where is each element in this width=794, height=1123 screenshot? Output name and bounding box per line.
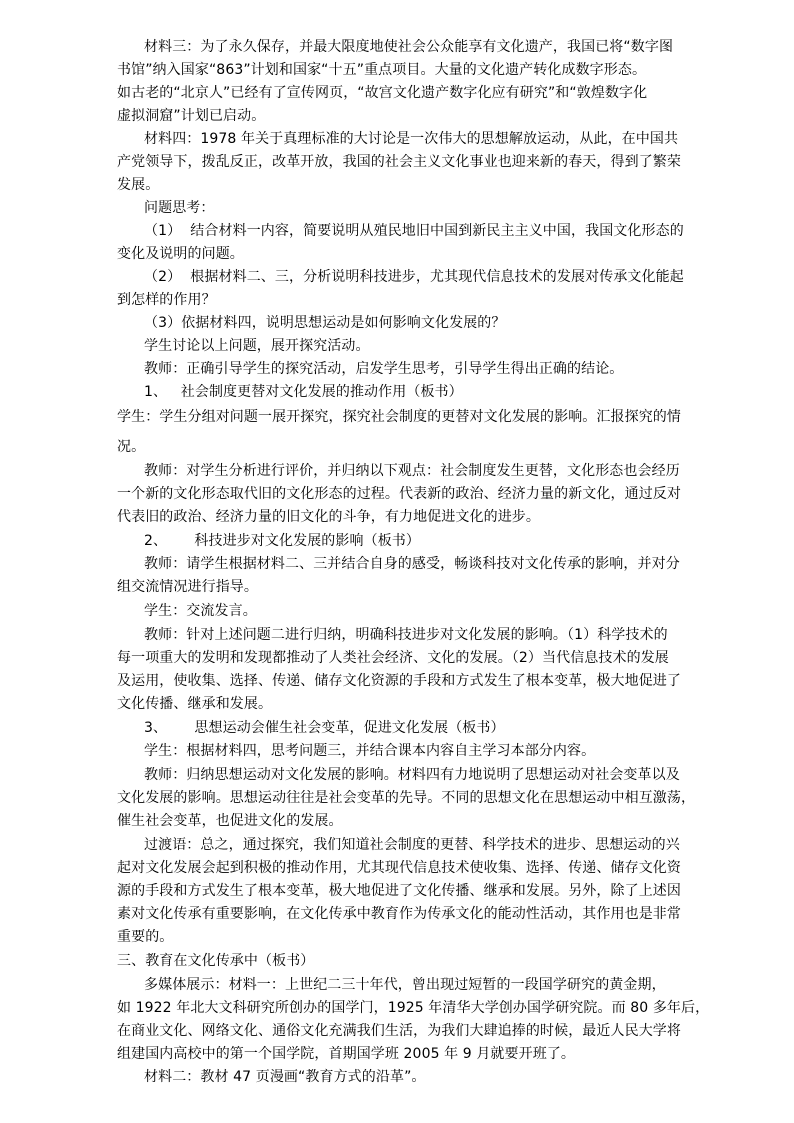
- text-line: 三、教育在文化传承中（板书）: [117, 953, 315, 969]
- text-line: 素对文化传承有重要影响，在文化传承中教育作为传承文化的能动性活动，其作用也是非常: [117, 906, 681, 922]
- text-line: 在商业文化、网络文化、通俗文化充满我们生活，为我们大肆追捧的时候，最近人民大学将: [117, 1023, 681, 1039]
- text-line: 组建国内高校中的第一个国学院，首期国学班 2005 年 9 月就要开班了。: [117, 1046, 576, 1062]
- text-line: 产党领导下，拨乱反正，改革开放，我国的社会主义文化事业也迎来新的春天，得到了繁荣: [117, 154, 681, 170]
- text-line: 一个新的文化形态取代旧的文化形态的过程。代表新的政治、经济力量的新文化，通过反对: [117, 486, 681, 502]
- text-line: 3、 思想运动会催生社会变革，促进文化发展（板书）: [144, 720, 505, 736]
- text-line: 教师：归纳思想运动对文化发展的影响。材料四有力地说明了思想运动对社会变革以及: [144, 767, 680, 783]
- text-line: 学生：交流发言。: [144, 603, 257, 619]
- text-line: 源的手段和方式发生了根本变革，极大地促进了文化传播、继承和发展。另外，除了上述因: [117, 883, 681, 899]
- text-line: 1、 社会制度更替对文化发展的推动作用（板书）: [144, 384, 463, 400]
- text-line: （2） 根据材料二、三，分析说明科技进步，尤其现代信息技术的发展对传承文化能起: [144, 269, 684, 285]
- text-line: 及运用，使收集、选择、传递、储存文化资源的手段和方式发生了根本变革，极大地促进了: [117, 673, 681, 689]
- text-line: （3）依据材料四，说明思想运动是如何影响文化发展的？: [144, 315, 506, 331]
- text-line: 起对文化发展会起到积极的推动作用，尤其现代信息技术使收集、选择、传递、储存文化资: [117, 860, 681, 876]
- text-line: 文化发展的影响。思想运动往往是社会变革的先导。不同的思想文化在思想运动中相互激荡，: [117, 790, 696, 806]
- text-line: 况。: [117, 439, 146, 455]
- text-line: 文化传播、继承和发展。: [117, 696, 273, 712]
- text-line: 材料四：1978 年关于真理标准的大讨论是一次伟大的思想解放运动，从此，在中国共: [144, 131, 679, 147]
- text-line: 变化及说明的问题。: [117, 246, 244, 262]
- text-line: 教师：正确引导学生的探究活动，启发学生思考，引导学生得出正确的结论。: [144, 361, 624, 377]
- text-line: 虚拟洞窟”计划已启动。: [117, 108, 266, 124]
- text-line: 到怎样的作用？: [117, 292, 216, 308]
- text-line: 组交流情况进行指导。: [117, 579, 258, 595]
- text-line: 如 1922 年北大文科研究所创办的国学门，1925 年清华大学创办国学研究院。而 80 多年后，: [117, 1000, 710, 1016]
- text-line: 书馆”纳入国家“863”计划和国家“十五”重点项目。大量的文化遗产转化成数字形态。: [117, 62, 647, 78]
- text-line: 每一项重大的发明和发现都推动了人类社会经济、文化的发展。（2）当代信息技术的发展: [117, 650, 669, 666]
- text-line: 材料二：教材 47 页漫画“教育方式的沿革”。: [144, 1069, 426, 1085]
- text-line: 重要的。: [117, 929, 174, 945]
- text-line: 教师：对学生分析进行评价，并归纳以下观点：社会制度发生更替，文化形态也会经历: [144, 463, 680, 479]
- text-line: 教师：请学生根据材料二、三并结合自身的感受，畅谈科技对文化传承的影响，并对分: [144, 556, 680, 572]
- text-line: 过渡语：总之，通过探究，我们知道社会制度的更替、科学技术的进步、思想运动的兴: [144, 837, 680, 853]
- text-line: 学生讨论以上问题，展开探究活动。: [144, 338, 370, 354]
- text-line: 如古老的“北京人”已经有了宣传网页，“故宫文化遗产数字化应有研究”和“敦煌数字化: [117, 85, 648, 101]
- text-line: 代表旧的政治、经济力量的旧文化的斗争，有力地促进文化的进步。: [117, 509, 540, 525]
- text-line: 发展。: [117, 177, 160, 193]
- text-line: 教师：针对上述问题二进行归纳，明确科技进步对文化发展的影响。（1）科学技术的: [144, 627, 668, 643]
- text-line: 催生社会变革，也促进文化的发展。: [117, 813, 343, 829]
- text-line: （1） 结合材料一内容，简要说明从殖民地旧中国到新民主主义中国，我国文化形态的: [144, 223, 684, 239]
- text-line: 材料三：为了永久保存，并最大限度地使社会公众能享有文化遗产，我国已将“数字图: [144, 39, 674, 55]
- text-line: 多媒体展示：材料一：上世纪二三十年代，曾出现过短暂的一段国学研究的黄金期，: [144, 977, 666, 993]
- text-line: 问题思考：: [144, 200, 215, 216]
- text-line: 学生：学生分组对问题一展开探究，探究社会制度的更替对文化发展的影响。汇报探究的情: [117, 409, 681, 425]
- text-line: 学生：根据材料四，思考问题三，并结合课本内容自主学习本部分内容。: [144, 743, 596, 759]
- text-line: 2、 科技进步对文化发展的影响（板书）: [144, 533, 421, 549]
